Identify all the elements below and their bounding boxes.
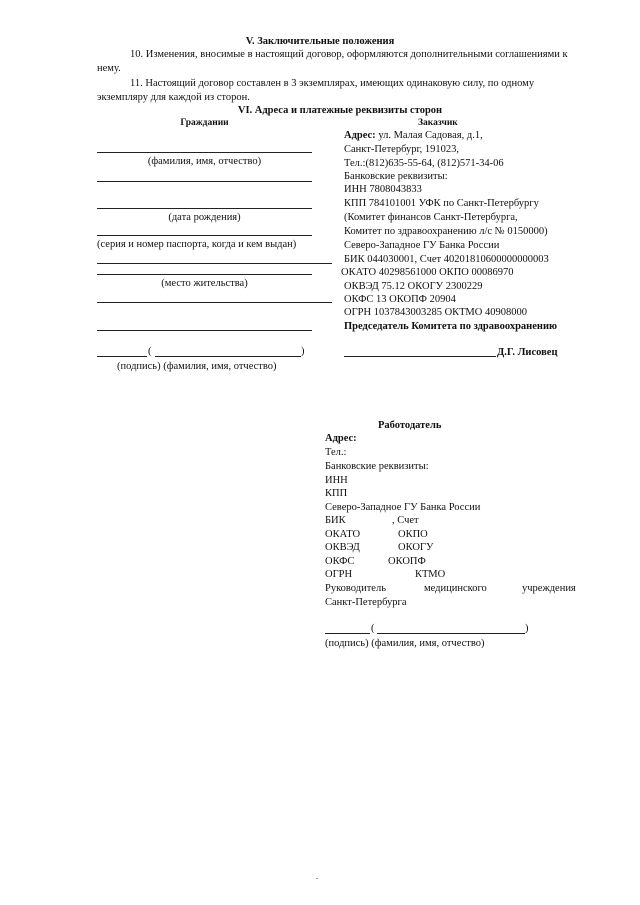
customer-ogrn: ОГРН 1037843003285 ОКТМО 40908000 [344, 307, 527, 318]
employer-head-line-2: Санкт-Петербурга [325, 597, 407, 608]
citizen-passport-line[interactable] [97, 235, 312, 236]
customer-address [344, 129, 483, 142]
employer-inn: ИНН [325, 475, 348, 486]
citizen-residence-label: (место жительства) [161, 278, 248, 289]
citizen-name-line[interactable] [97, 152, 312, 153]
customer-address-value: ул. Малая Садовая, д.1, [378, 130, 483, 141]
employer-kpp: КПП [325, 488, 348, 499]
citizen-extra-line[interactable] [97, 330, 312, 331]
citizen-passport-label: (серия и номер паспорта, когда и кем выдан) [97, 239, 297, 250]
customer-inn: ИНН 7808043833 [344, 184, 422, 195]
citizen-birth-label: (дата рождения) [168, 212, 241, 223]
paragraph-11-line-1: 11. Настоящий договор составлен в 3 экземплярах, имеющих одинаковую силу, по одному [130, 78, 535, 89]
citizen-residence-line[interactable] [97, 274, 312, 275]
citizen-birth-line[interactable] [97, 208, 312, 209]
employer-sign-caption: (подпись) (фамилия, имя, отчество) [325, 638, 485, 649]
paragraph-10-line-2: нему. [97, 63, 121, 74]
employer-head-word-1: Руководитель [325, 583, 386, 594]
employer-head-word-2: медицинского [424, 583, 487, 594]
customer-committee: (Комитет финансов Санкт-Петербурга, [344, 212, 518, 223]
employer-okopf: ОКОПФ [388, 556, 426, 567]
citizen-heading: Граждании [180, 118, 229, 128]
customer-committee-2: Комитет по здравоохранению л/с № 0150000) [344, 226, 548, 237]
employer-account: , Счет [392, 515, 419, 526]
employer-signature-line[interactable] [325, 633, 370, 634]
employer-sign-name-line[interactable] [377, 633, 525, 634]
customer-okfs: ОКФС 13 ОКОПФ 20904 [344, 294, 456, 305]
employer-ogrn: ОГРН [325, 569, 353, 580]
citizen-sign-close-paren: ) [301, 346, 305, 357]
employer-phone: Тел.: [325, 447, 347, 458]
employer-sign-close-paren: ) [525, 623, 529, 634]
employer-head-word-3: учреждения [522, 583, 576, 594]
customer-okato: ОКАТО 40298561000 ОКПО 00086970 [341, 267, 514, 278]
customer-bank: Северо-Западное ГУ Банка России [344, 240, 500, 251]
customer-bank-label: Банковские реквизиты: [344, 171, 448, 182]
customer-kpp: КПП 784101001 УФК по Санкт-Петербургу [344, 198, 539, 209]
employer-address-label: Адрес: [325, 433, 357, 444]
customer-okved: ОКВЭД 75.12 ОКОГУ 2300229 [344, 281, 483, 292]
section-5-title: V. Заключительные положения [245, 36, 395, 47]
citizen-residence-line-2[interactable] [97, 302, 332, 303]
customer-phone: Тел.:(812)635-55-64, (812)571-34-06 [344, 158, 504, 169]
employer-heading: Работодатель [378, 420, 442, 431]
paragraph-10-line-1: 10. Изменения, вносимые в настоящий договор, оформляются дополнительными соглашениями к [130, 49, 568, 60]
customer-signer: Д.Г. Лисовец [497, 347, 558, 358]
citizen-sign-caption: (подпись) (фамилия, имя, отчество) [117, 361, 277, 372]
customer-heading: Заказчик [418, 118, 458, 128]
citizen-signature-line[interactable] [97, 356, 147, 357]
customer-city: Санкт-Петербург, 191023, [344, 144, 460, 155]
employer-okogu: ОКОГУ [398, 542, 434, 553]
citizen-name-label: (фамилия, имя, отчество) [147, 156, 262, 167]
employer-oktmo: КТМО [415, 569, 446, 580]
employer-okato: ОКАТО [325, 529, 361, 540]
customer-address-label: Адрес: [344, 130, 376, 141]
customer-bik: БИК 044030001, Счет 40201810600000000003 [344, 254, 549, 265]
customer-signature-line[interactable] [344, 356, 496, 357]
citizen-sign-open-paren: ( [148, 346, 152, 357]
citizen-passport-line-2[interactable] [97, 263, 332, 264]
section-6-title: VI. Адреса и платежные реквизиты сторон [237, 105, 443, 116]
employer-bank-label: Банковские реквизиты: [325, 461, 429, 472]
page-speck [316, 878, 318, 879]
employer-sign-open-paren: ( [371, 623, 375, 634]
employer-okfs: ОКФС [325, 556, 355, 567]
citizen-sign-name-line[interactable] [155, 356, 301, 357]
citizen-name-line-2[interactable] [97, 181, 312, 182]
employer-okved: ОКВЭД [325, 542, 360, 553]
employer-bik: БИК [325, 515, 346, 526]
employer-bank: Северо-Западное ГУ Банка России [325, 502, 481, 513]
customer-chairman: Председатель Комитета по здравоохранению [344, 321, 558, 332]
employer-okpo: ОКПО [398, 529, 428, 540]
paragraph-11-line-2: экземпляру для каждой из сторон. [97, 92, 250, 103]
